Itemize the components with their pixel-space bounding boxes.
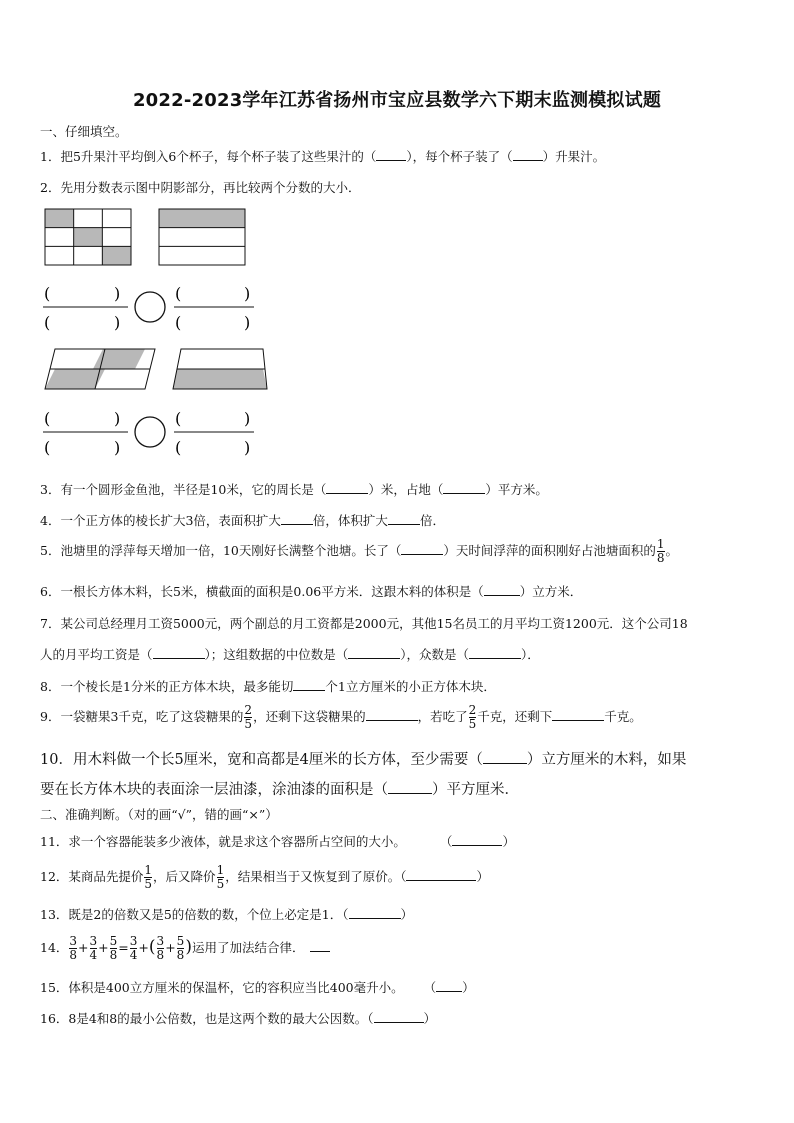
svg-text:): ) xyxy=(114,409,121,428)
answer-blank[interactable] xyxy=(376,148,406,161)
svg-text:(: ( xyxy=(175,313,182,332)
svg-text:(: ( xyxy=(44,409,51,428)
answer-blank[interactable] xyxy=(366,708,418,721)
fraction: $\frac{1}{5}$ xyxy=(144,863,153,891)
fraction: $\frac{5}{8}$ xyxy=(176,934,185,962)
answer-blank[interactable] xyxy=(281,512,313,525)
answer-blank[interactable] xyxy=(452,833,502,846)
question-1: 1．把5升果汁平均倒入6个杯子，每个杯子装了这些果汁的（ ），每个杯子装了（ ）升果汁。 xyxy=(40,149,606,164)
svg-text:(: ( xyxy=(175,438,182,457)
answer-blank[interactable] xyxy=(406,868,476,881)
question-2-figures xyxy=(38,202,268,462)
blank-fraction-left[interactable] xyxy=(43,284,128,332)
question-4: 4．一个正方体的棱长扩大3倍，表面积扩大 倍，体积扩大 倍． xyxy=(40,513,445,528)
fraction: $\frac{5}{8}$ xyxy=(109,934,118,962)
question-7-line-2: 人的月平均工资是（ ）；这组数据的中位数是（ ），众数是（ ）． xyxy=(40,647,540,662)
answer-blank[interactable] xyxy=(401,542,443,555)
fraction: $\frac{3}{4}$ xyxy=(129,934,138,962)
parallelogram-quarters-figure xyxy=(45,349,155,389)
answer-blank[interactable] xyxy=(483,751,527,764)
answer-blank[interactable] xyxy=(374,1010,424,1023)
svg-text:(: ( xyxy=(44,438,51,457)
answer-blank[interactable] xyxy=(552,708,604,721)
question-8: 8．一个棱长是1分米的正方体木块，最多能切 个1立方厘米的小正方体木块． xyxy=(40,679,496,694)
svg-text:(: ( xyxy=(44,284,51,303)
fraction: $\frac{3}{4}$ xyxy=(89,934,98,962)
svg-text:): ) xyxy=(114,313,121,332)
fraction: $\frac{1}{8}$ xyxy=(656,537,665,565)
svg-text:): ) xyxy=(114,284,121,303)
question-10-line-1: 10．用木料做一个长5厘米，宽和高都是4厘米的长方体，至少需要（ ）立方厘米的木料，如果 xyxy=(40,752,687,768)
blank-fraction-left[interactable] xyxy=(43,409,128,457)
fraction: $\frac{1}{5}$ xyxy=(216,863,225,891)
answer-blank[interactable] xyxy=(469,646,521,659)
answer-blank[interactable] xyxy=(326,481,368,494)
svg-text:): ) xyxy=(244,438,251,457)
question-14: 14． $\frac{3}{8}$ + $\frac{3}{4}$ + $\frac{5}{8}$ = $\frac{3}{4}$ +( $\frac{3}{8}$ + $\frac{5}{8}$ )运用了加法结合律． xyxy=(40,935,330,962)
question-3: 3．有一个圆形金鱼池，半径是10米，它的周长是（ ）米，占地（ ）平方米。 xyxy=(40,482,548,497)
blank-fraction-right[interactable] xyxy=(174,284,254,332)
question-12: 12．某商品先提价 $\frac{1}{5}$ ，后又降价 $\frac{1}{5}$ ，结果相当于又恢复到了原价。（ ） xyxy=(40,863,489,891)
grid-figure xyxy=(45,209,131,265)
question-2: 2．先用分数表示图中阴影部分，再比较两个分数的大小． xyxy=(40,180,361,195)
strip-figure xyxy=(159,209,245,265)
answer-blank[interactable] xyxy=(293,678,325,691)
svg-text:): ) xyxy=(114,438,121,457)
fraction: $\frac{3}{8}$ xyxy=(156,934,165,962)
answer-blank[interactable] xyxy=(484,583,520,596)
answer-blank[interactable] xyxy=(388,512,420,525)
parallelogram-halves-figure xyxy=(173,349,267,389)
svg-text:): ) xyxy=(244,409,251,428)
svg-text:(: ( xyxy=(175,409,182,428)
answer-blank[interactable] xyxy=(443,481,485,494)
question-10-line-2: 要在长方体木块的表面涂一层油漆，涂油漆的面积是（ ）平方厘米． xyxy=(40,782,519,798)
svg-text:): ) xyxy=(244,313,251,332)
question-7-line-1: 7．某公司总经理月工资5000元，两个副总的月工资都是2000元，其他15名员工的月平均工资1200元．这个公司18 xyxy=(40,616,688,631)
question-6: 6．一根长方体木料，长5米，横截面的面积是0.06平方米．这跟木料的体积是（ ）立方米． xyxy=(40,584,583,599)
section-1-heading: 一、仔细填空。 xyxy=(40,124,128,139)
section-2-heading: 二、准确判断。（对的画“√”，错的画“×”） xyxy=(40,807,278,822)
answer-blank[interactable] xyxy=(436,979,462,992)
question-16: 16．8是4和8的最小公倍数，也是这两个数的最大公因数。（ ） xyxy=(40,1011,437,1026)
answer-blank[interactable] xyxy=(348,646,400,659)
answer-blank[interactable] xyxy=(513,148,543,161)
blank-fraction-right[interactable] xyxy=(174,409,254,457)
svg-text:(: ( xyxy=(175,284,182,303)
fraction: $\frac{3}{8}$ xyxy=(69,934,78,962)
answer-blank[interactable] xyxy=(388,781,432,794)
compare-circle[interactable] xyxy=(135,292,165,322)
question-5: 5．池塘里的浮萍每天增加一倍，10天刚好长满整个池塘。长了（ ）天时间浮萍的面积刚好占池塘面积的 $\frac{1}{8}$ 。 xyxy=(40,537,679,565)
page-title: 2022-2023学年江苏省扬州市宝应县数学六下期末监测模拟试题 xyxy=(132,90,662,111)
fraction: $\frac{2}{5}$ xyxy=(244,703,253,731)
question-9: 9．一袋糖果3千克，吃了这袋糖果的 $\frac{2}{5}$ ，还剩下这袋糖果的 ，若吃了 $\frac{2}{5}$ 千克，还剩下 千克。 xyxy=(40,703,642,731)
question-15: 15．体积是400立方厘米的保温杯，它的容积应当比400毫升小。 （ ） xyxy=(40,980,475,995)
answer-blank[interactable] xyxy=(153,646,205,659)
compare-circle[interactable] xyxy=(135,417,165,447)
fraction: $\frac{2}{5}$ xyxy=(468,703,477,731)
svg-text:(: ( xyxy=(44,313,51,332)
svg-text:): ) xyxy=(244,284,251,303)
question-11: 11．求一个容器能装多少液体，就是求这个容器所占空间的大小。 （ ） xyxy=(40,834,515,849)
answer-blank[interactable] xyxy=(349,906,401,919)
answer-blank[interactable] xyxy=(310,939,330,952)
question-13: 13．既是2的倍数又是5的倍数的数，个位上必定是1．（ ） xyxy=(40,907,414,922)
